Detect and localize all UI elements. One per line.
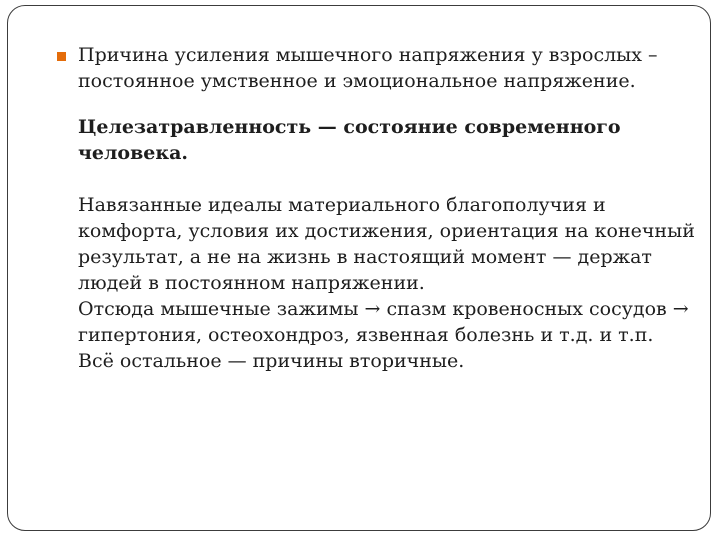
slide-content bbox=[57, 42, 697, 374]
square-bullet-icon bbox=[57, 52, 66, 61]
body-line: Навязанные идеалы материального благополучия и комфорта, условия их достижения, ориентация на конечный результат, а не на жизнь в настоящий момент — держат людей в постоянном напряжении. bbox=[78, 194, 695, 294]
bullet-paragraph bbox=[57, 42, 697, 94]
body-line: Отсюда мышечные зажимы → спазм кровеносных сосудов → гипертония, остеохондроз, язвенная болезнь и т.д. и т.п. bbox=[78, 298, 689, 346]
bullet-paragraph-text: Причина усиления мышечного напряжения у взрослых – постоянное умственное и эмоциональное напряжение. bbox=[78, 44, 658, 92]
body-paragraph bbox=[57, 192, 697, 374]
bold-paragraph: Целезатравленность — состояние современного человека. bbox=[78, 116, 621, 164]
slide-frame bbox=[7, 5, 711, 531]
body-line: Всё остальное — причины вторичные. bbox=[78, 350, 465, 372]
